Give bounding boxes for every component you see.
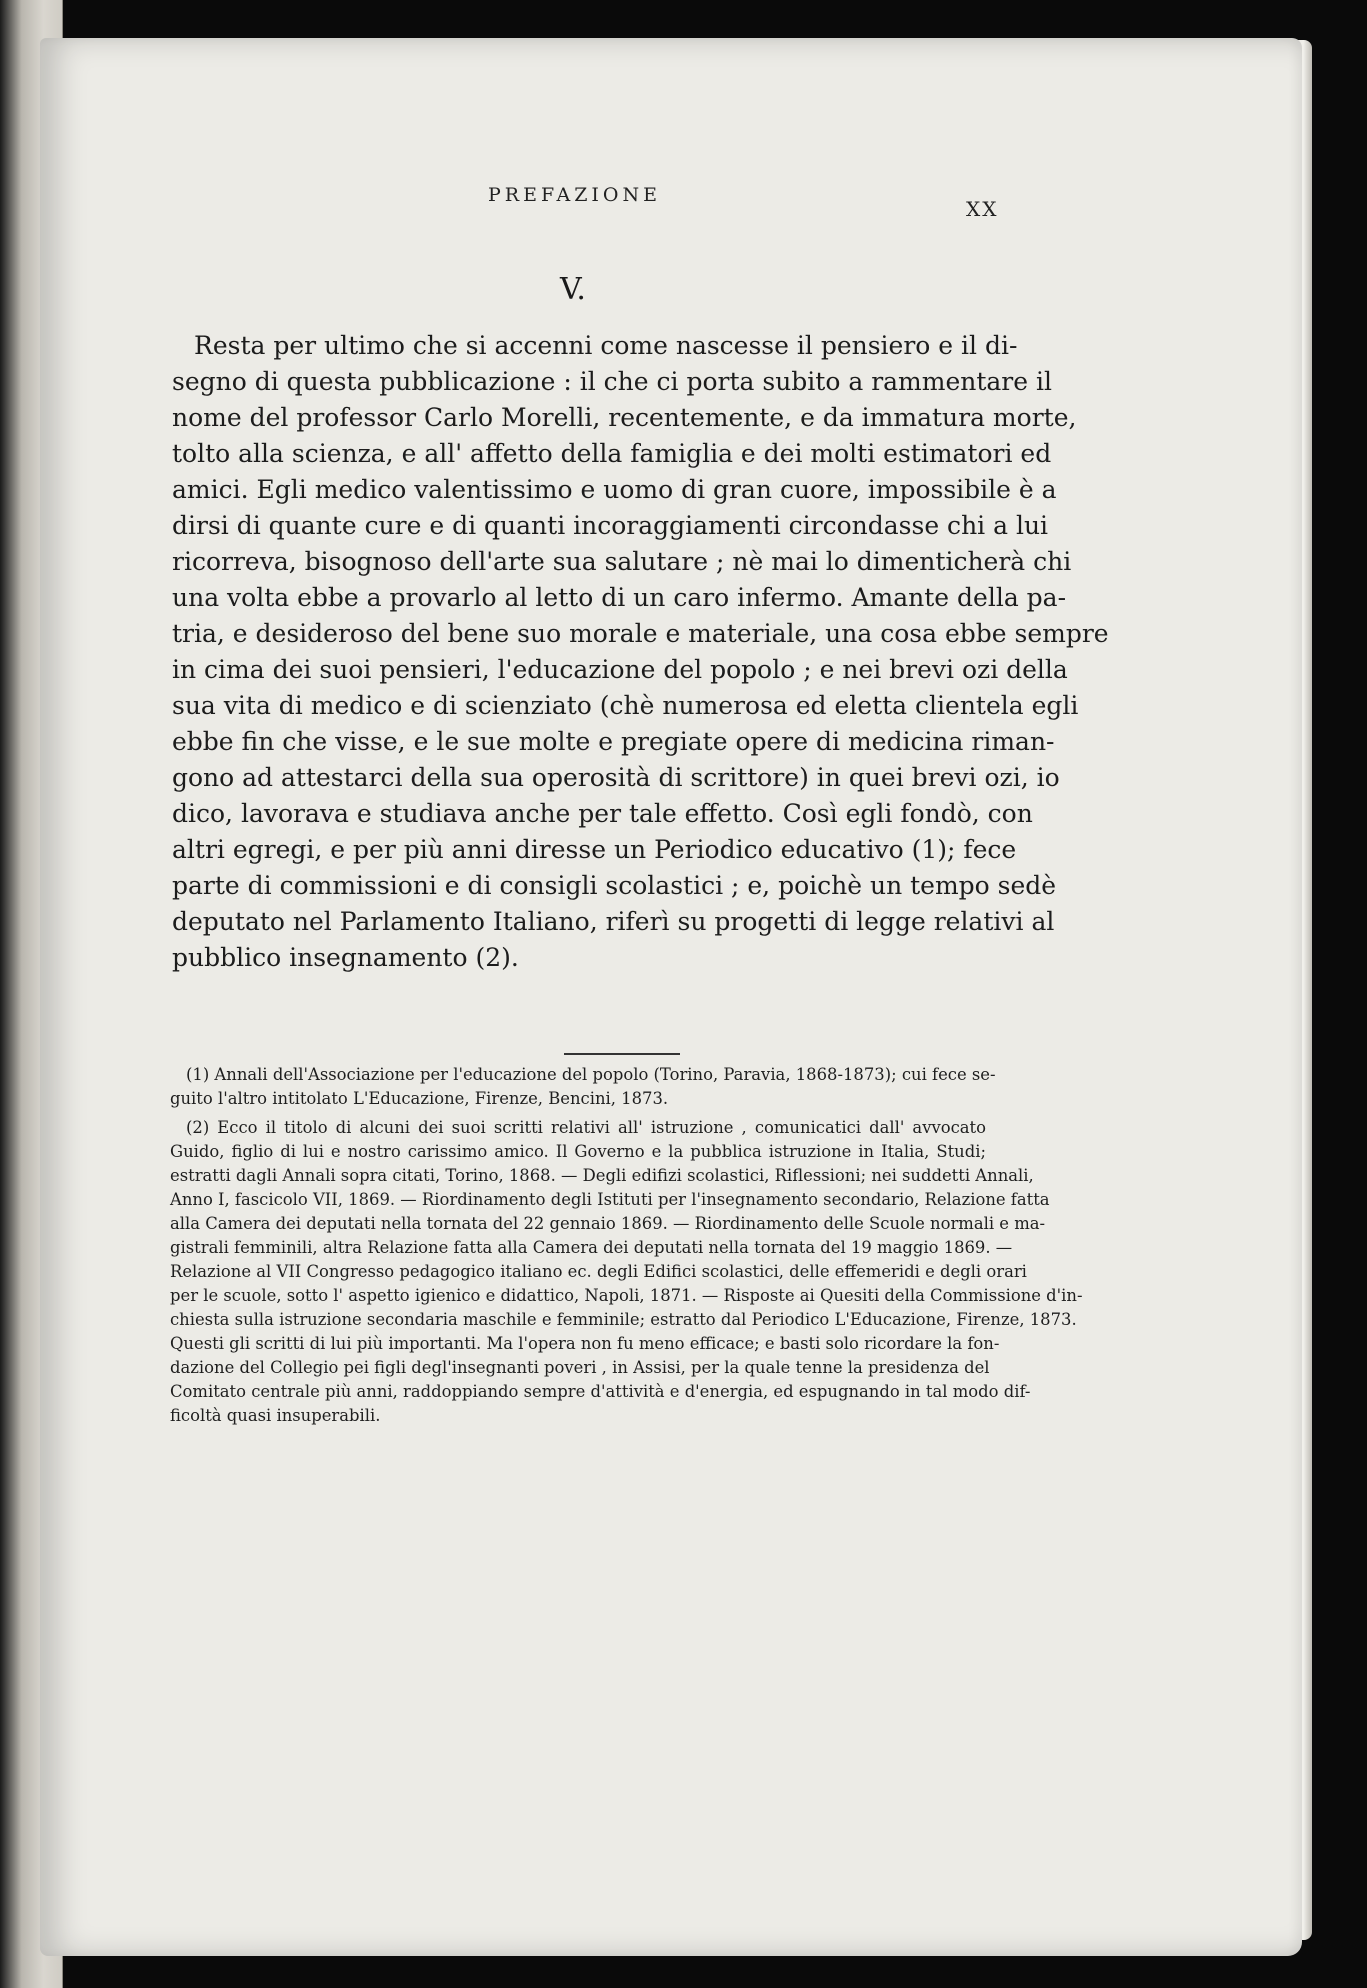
running-head: PREFAZIONE xyxy=(488,184,661,206)
footnote-line: Anno I, fascicolo VII, 1869. — Riordinamento degli Istituti per l'insegnamento secondario, Relazione fatta xyxy=(170,1190,1050,1209)
body-line: pubblico insegnamento (2). xyxy=(172,943,519,972)
body-line: Resta per ultimo che si accenni come nascesse il pensiero e il di- xyxy=(194,331,1018,360)
body-line: dirsi di quante cure e di quanti incoraggiamenti circondasse chi a lui xyxy=(172,511,1049,540)
footnote-line: Comitato centrale più anni, raddoppiando sempre d'attività e d'energia, ed espugnando in tal modo dif- xyxy=(170,1382,1031,1401)
footnote xyxy=(170,1116,1083,1428)
footnotes xyxy=(170,1053,1083,1428)
body-line: ebbe fin che visse, e le sue molte e pregiate opere di medicina riman- xyxy=(172,727,1055,756)
footnote-line: per le scuole, sotto l' aspetto igienico e didattico, Napoli, 1871. — Risposte ai Quesiti della Commissione d'in- xyxy=(170,1286,1083,1305)
footnote-line: Relazione al VII Congresso pedagogico italiano ec. degli Edifici scolastici, delle effemeridi e degli orari xyxy=(170,1262,1027,1281)
body-line: segno di questa pubblicazione : il che ci porta subito a rammentare il xyxy=(172,367,1052,396)
page-number: XX xyxy=(966,197,999,221)
footnote-line: chiesta sulla istruzione secondaria maschile e femminile; estratto dal Periodico L'Educazione, Firenze, 1873. xyxy=(170,1310,1077,1329)
footnote-line: (1) Annali dell'Associazione per l'educazione del popolo (Torino, Paravia, 1868-1873); cui fece se- xyxy=(186,1065,996,1084)
body-line: dico, lavorava e studiava anche per tale effetto. Così egli fondò, con xyxy=(172,799,1033,828)
body-line: altri egregi, e per più anni diresse un Periodico educativo (1); fece xyxy=(172,835,1017,864)
body-line: amici. Egli medico valentissimo e uomo di gran cuore, impossibile è a xyxy=(172,475,1057,504)
footnote xyxy=(170,1063,996,1111)
body-line: nome del professor Carlo Morelli, recentemente, e da immatura morte, xyxy=(172,403,1077,432)
body-line: sua vita di medico e di scienziato (chè numerosa ed eletta clientela egli xyxy=(172,691,1079,720)
footnote-line: Questi gli scritti di lui più importanti. Ma l'opera non fu meno efficace; e basti solo ricordare la fon- xyxy=(170,1334,1000,1353)
footnote-line: estratti dagli Annali sopra citati, Torino, 1868. — Degli edifizi scolastici, Riflessioni; nei suddetti Annali, xyxy=(170,1166,1034,1185)
body-line: parte di commissioni e di consigli scolastici ; e, poichè un tempo sedè xyxy=(172,871,1057,900)
footnote-line: guito l'altro intitolato L'Educazione, Firenze, Bencini, 1873. xyxy=(170,1089,669,1108)
footnote-line: Guido, figlio di lui e nostro carissimo amico. Il Governo e la pubblica istruzione in Italia, Studi; xyxy=(170,1142,986,1161)
body-line: una volta ebbe a provarlo al letto di un caro infermo. Amante della pa- xyxy=(172,583,1067,612)
body-line: ricorreva, bisognoso dell'arte sua salutare ; nè mai lo dimenticherà chi xyxy=(172,547,1072,576)
body-line: tria, e desideroso del bene suo morale e materiale, una cosa ebbe sempre xyxy=(172,619,1109,648)
section-title: V. xyxy=(560,272,586,307)
footnote-line: gistrali femminili, altra Relazione fatta alla Camera dei deputati nella tornata del 19 maggio 1869. — xyxy=(170,1238,1013,1257)
footnote-line: dazione del Collegio pei figli degl'insegnanti poveri , in Assisi, per la quale tenne la presidenza del xyxy=(170,1358,990,1377)
body-paragraph xyxy=(172,328,1109,976)
footnote-line: alla Camera dei deputati nella tornata del 22 gennaio 1869. — Riordinamento delle Scuole normali e ma- xyxy=(170,1214,1046,1233)
body-line: deputato nel Parlamento Italiano, riferì su progetti di legge relativi al xyxy=(172,907,1055,936)
footnote-line: (2) Ecco il titolo di alcuni dei suoi scritti relativi all' istruzione , comunicatici dall' avvocato xyxy=(186,1118,986,1137)
book-page xyxy=(40,38,1302,1956)
body-line: tolto alla scienza, e all' affetto della famiglia e dei molti estimatori ed xyxy=(172,439,1052,468)
body-line: gono ad attestarci della sua operosità di scrittore) in quei brevi ozi, io xyxy=(172,763,1060,792)
footnote-line: ficoltà quasi insuperabili. xyxy=(170,1406,381,1425)
body-line: in cima dei suoi pensieri, l'educazione del popolo ; e nei brevi ozi della xyxy=(172,655,1068,684)
